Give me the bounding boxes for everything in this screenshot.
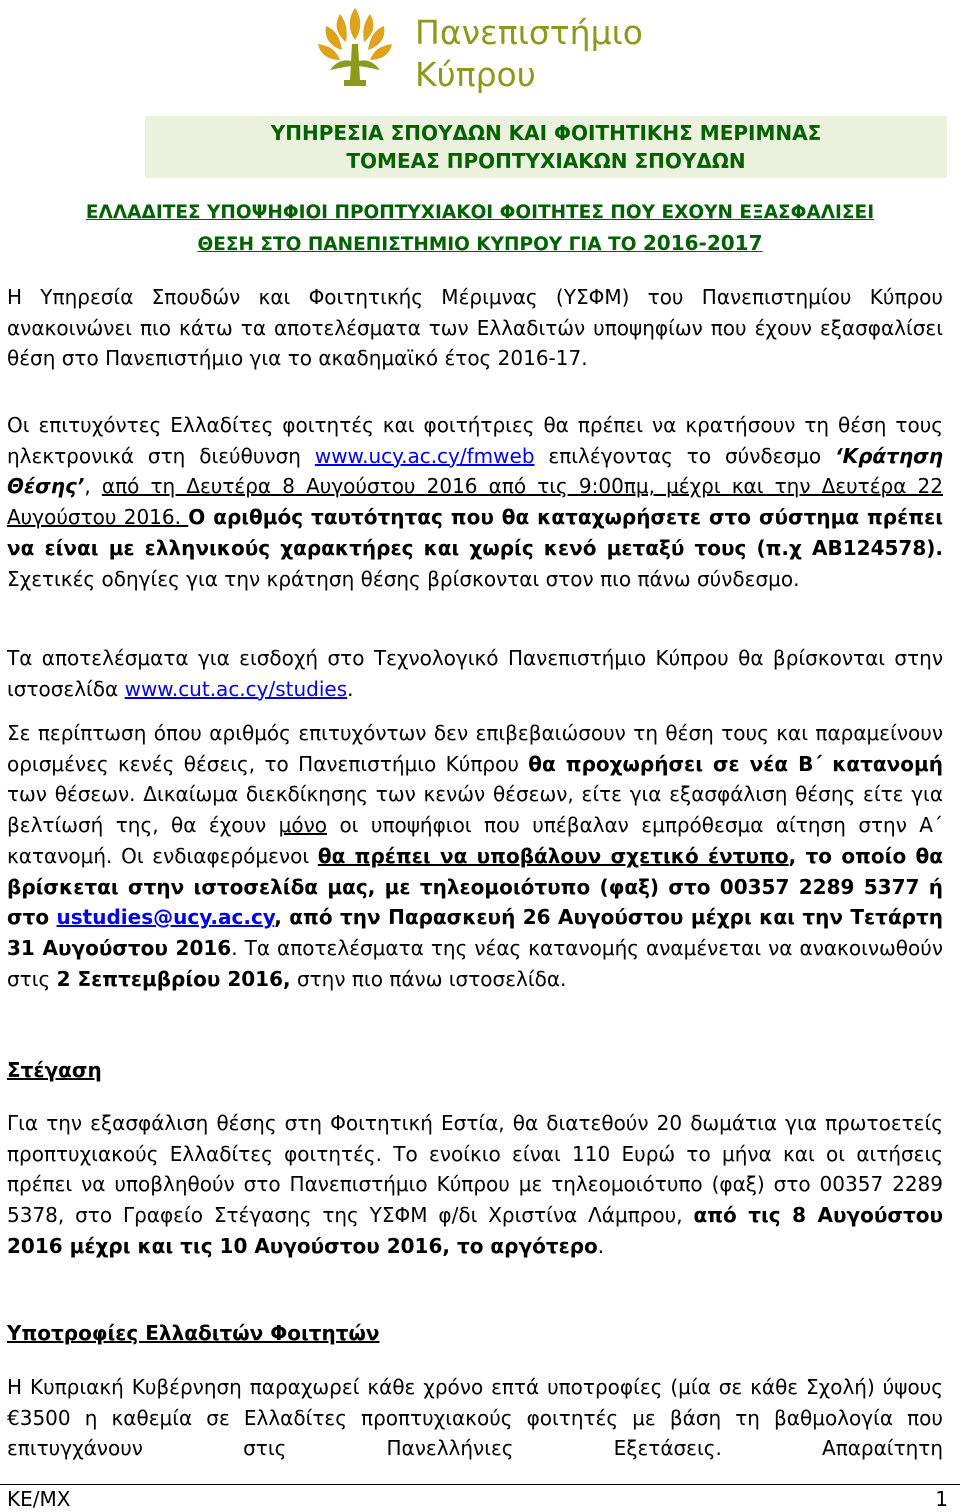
text-span: Για την εξασφάλιση θέσης στη Φοιτητική Εστία, θα διατεθούν 20 δωμάτια για πρωτοετείς προπτυχιακούς Ελλαδίτες φοιτητές. Το ενοίκιο είναι 110 Ευρώ το μήνα και οι αιτήσεις πρέπει να υποβληθούν στο Πανεπιστήμιο Κύπρου με τηλεομοιότυπο (φαξ) στο 00357 2289 5378, στο Γραφείο Στέγασης της ΥΣΦΜ φ/δι Χριστίνα Λάμπρου, [7, 1111, 943, 1228]
footer-initials: ΚΕ/ΜΧ [7, 1487, 71, 1511]
ustudies-email-link[interactable]: ustudies@ucy.ac.cy [56, 905, 275, 930]
university-logo [300, 0, 660, 100]
title-text: ΘΕΣΗ ΣΤΟ ΠΑΝΕΠΙΣΤΗΜΙΟ ΚΥΠΡΟΥ ΓΙΑ ΤΟ [197, 234, 643, 255]
only-emphasis: μόνο [278, 813, 328, 838]
logo-line-2: Κύπρου [415, 55, 536, 94]
department-header [145, 116, 947, 178]
text-span: Οι επιτυχόντες Ελλαδίτες φοιτητές και φοιτήτριες θα πρέπει να κρατήσουν τη θέση τους ηλεκτρονικά στη διεύθυνση [7, 413, 943, 468]
intro-paragraph: Η Υπηρεσία Σπουδών και Φοιτητικής Μέριμνας (ΥΣΦΜ) του Πανεπιστημίου Κύπρου ανακοινώνει πιο κάτω τα αποτελέσματα των Ελλαδιτών υποψηφίων που έχουν εξασφαλίσει θέση στο Πανεπιστήμιο για το ακαδημαϊκό έτος 2016-17. [7, 285, 943, 371]
id-instruction: Ο αριθμός ταυτότητας που θα καταχωρήσετε στο σύστημα πρέπει να είναι με ελληνικούς χαρακτήρες και χωρίς κενό μεταξύ τους (π.χ ΑΒ124578). [7, 505, 943, 560]
footer-divider [0, 1484, 960, 1485]
page-number: 1 [935, 1487, 948, 1511]
booking-link-label: ‘Κράτηση Θέσης’ [7, 443, 943, 499]
text-span: Σχετικές οδηγίες για την κράτηση θέσης βρίσκονται στον πιο πάνω σύνδεσμο. [7, 566, 800, 591]
application-dates: , από την Παρασκευή 26 Αυγούστου μέχρι και την Τετάρτη 31 Αυγούστου 2016 [7, 905, 943, 960]
text-span: Τα αποτελέσματα για εισδοχή στο Τεχνολογικό Πανεπιστήμιο Κύπρου θα βρίσκονται στην ιστοσελίδα [7, 646, 943, 701]
housing-paragraph [7, 1108, 943, 1262]
text-span: . [597, 1233, 605, 1258]
text-span: . Τα αποτελέσματα της νέας κατανομής αναμένεται να ανακοινωθούν στις [7, 935, 943, 991]
document-title-line-2 [7, 228, 953, 260]
housing-heading: Στέγαση [7, 1058, 102, 1082]
text-span: επιλέγοντας το σύνδεσμο [534, 443, 836, 468]
text-span: , [84, 474, 102, 499]
text-span: Σε περίπτωση όπου αριθμός επιτυχόντων δεν επιβεβαιώσουν τη θέση τους και παραμείνουν ορισμένες κενές θέσεις, το Πανεπιστήμιο Κύπρου [7, 721, 943, 776]
text-span: στην πιο πάνω ιστοσελίδα. [290, 966, 567, 991]
results-date: 2 Σεπτεμβρίου 2016, [56, 966, 291, 991]
housing-dates: από τις 8 Αυγούστου 2016 μέχρι και τις 10 Αυγούστου 2016, το αργότερο [7, 1203, 943, 1258]
text-span: οι υποψήφιοι που υπέβαλαν εμπρόθεσμα αίτηση στην Α΄ κατανομή. Οι ενδιαφερόμενοι [7, 813, 943, 868]
logo-wordmark [415, 12, 643, 96]
fmweb-link[interactable]: www.ucy.ac.cy/fmweb [314, 443, 535, 468]
tepak-paragraph [7, 643, 943, 704]
logo-line-1: Πανεπιστήμιο [415, 13, 643, 52]
second-allocation-emphasis: θα προχωρήσει σε νέα Β΄ κατανομή [528, 751, 943, 776]
section-name: ΤΟΜΕΑΣ ΠΡΟΠΤΥΧΙΑΚΩΝ ΣΠΟΥΔΩΝ [346, 149, 746, 173]
scholarships-paragraph: Η Κυπριακή Κυβέρνηση παραχωρεί κάθε χρόνο επτά υποτροφίες (μία σε κάθε Σχολή) ύψους €3500 η καθεμία σε Ελλαδίτες προπτυχιακούς φοιτητές με βάση τη βαθμολογία που επιτυγχάνουν στις Πανελλήνιες Εξετάσεις. Απαραίτητη [7, 1375, 943, 1461]
olive-tree-logo-icon [300, 0, 410, 100]
document-title-line-1: ΕΛΛΑΔΙΤΕΣ ΥΠΟΨΗΦΙΟΙ ΠΡΟΠΤΥΧΙΑΚΟΙ ΦΟΙΤΗΤΕΣ ΠΟΥ ΕΧΟΥΝ ΕΞΑΣΦΑΛΙΣΕΙ [85, 202, 875, 223]
form-requirement: θα πρέπει να υποβάλουν σχετικό έντυπο [317, 843, 789, 868]
cut-studies-link[interactable]: www.cut.ac.cy/studies [124, 676, 348, 701]
department-name: ΥΠΗΡΕΣΙΑ ΣΠΟΥΔΩΝ ΚΑΙ ΦΟΙΤΗΤΙΚΗΣ ΜΕΡΙΜΝΑΣ [270, 121, 822, 145]
scholarships-heading: Υποτροφίες Ελλαδιτών Φοιτητών [7, 1321, 380, 1345]
reservation-dates: από τη Δευτέρα 8 Αυγούστου 2016 από τις 9:00πμ, μέχρι και την Δευτέρα 22 Αυγούστου 2016. [7, 474, 943, 530]
second-allocation-paragraph [7, 718, 943, 994]
text-span: . [347, 676, 354, 701]
reservation-paragraph [7, 410, 943, 594]
title-year: 2016-2017 [642, 231, 763, 255]
text-span: των θέσεων. Δικαίωμα διεκδίκησης των κενών θέσεων, είτε για εξασφάλιση θέσης είτε για βελτίωσή της, θα έχουν [7, 782, 943, 838]
fax-instruction: , το οποίο θα βρίσκεται στην ιστοσελίδα μας, με τηλεομοιότυπο (φαξ) στο 00357 2289 5377 ή στο [7, 843, 943, 930]
